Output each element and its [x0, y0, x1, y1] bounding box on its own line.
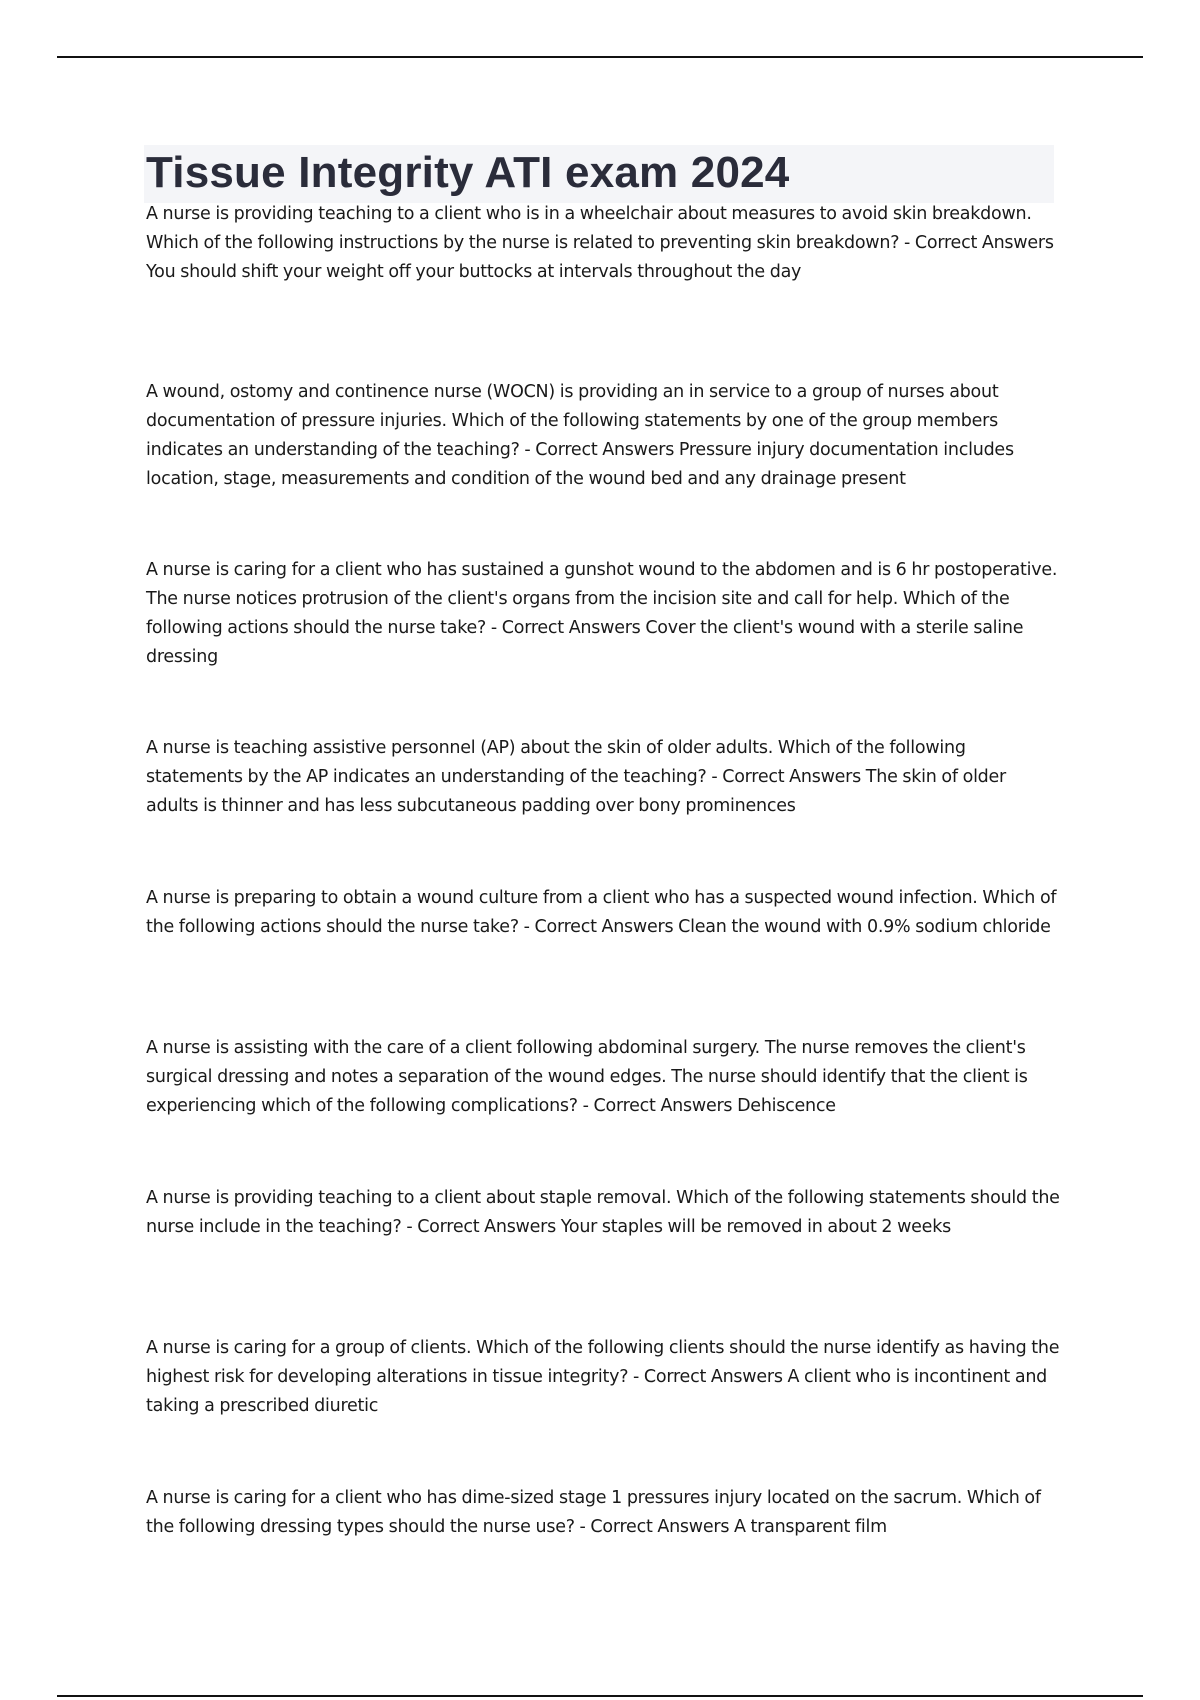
- question-item: A nurse is caring for a client who has sustained a gunshot wound to the abdomen and is 6 hr postoperative. The nurse notices protrusion of the client's organs from the incision site and call for help. Which of the following actions should the nurse take? - Correct Answers Cover the client's wound with a sterile saline dressing: [146, 560, 1058, 667]
- document-title: Tissue Integrity ATI exam 2024: [146, 148, 790, 197]
- question-item: A nurse is assisting with the care of a client following abdominal surgery. The nurse removes the client's surgical dressing and notes a separation of the wound edges. The nurse should identify that the client is experiencing which of the following complications? - Correct Answers Dehiscence: [146, 1038, 1028, 1116]
- question-item: A nurse is teaching assistive personnel (AP) about the skin of older adults. Which of the following statements by the AP indicates an understanding of the teaching? - Correct Answers The skin of older adults is thinner and has less subcutaneous padding over bony prominences: [146, 738, 1006, 816]
- question-item: A nurse is providing teaching to a client who is in a wheelchair about measures to avoid skin breakdown. Which of the following instructions by the nurse is related to preventing skin breakdown? - Correct Answers You should shift your weight off your buttocks at intervals throughout the day: [146, 204, 1054, 282]
- question-item: A nurse is caring for a client who has dime-sized stage 1 pressures injury located on the sacrum. Which of the following dressing types should the nurse use? - Correct Answers A transparent film: [146, 1488, 1041, 1537]
- question-item: A nurse is providing teaching to a client about staple removal. Which of the following statements should the nurse include in the teaching? - Correct Answers Your staples will be removed in about 2 weeks: [146, 1188, 1060, 1237]
- bottom-rule: [57, 1695, 1143, 1697]
- question-item: A wound, ostomy and continence nurse (WOCN) is providing an in service to a group of nurses about documentation of pressure injuries. Which of the following statements by one of the group members indicates an understanding of the teaching? - Correct Answers Pressure injury documentation includes location, stage, measurements and condition of the wound bed and any drainage present: [146, 382, 1014, 489]
- question-item: A nurse is preparing to obtain a wound culture from a client who has a suspected wound infection. Which of the following actions should the nurse take? - Correct Answers Clean the wound with 0.9% sodium chloride: [146, 888, 1057, 937]
- top-rule: [57, 56, 1143, 58]
- question-item: A nurse is caring for a group of clients. Which of the following clients should the nurse identify as having the highest risk for developing alterations in tissue integrity? - Correct Answers A client who is incontinent and taking a prescribed diuretic: [146, 1338, 1060, 1416]
